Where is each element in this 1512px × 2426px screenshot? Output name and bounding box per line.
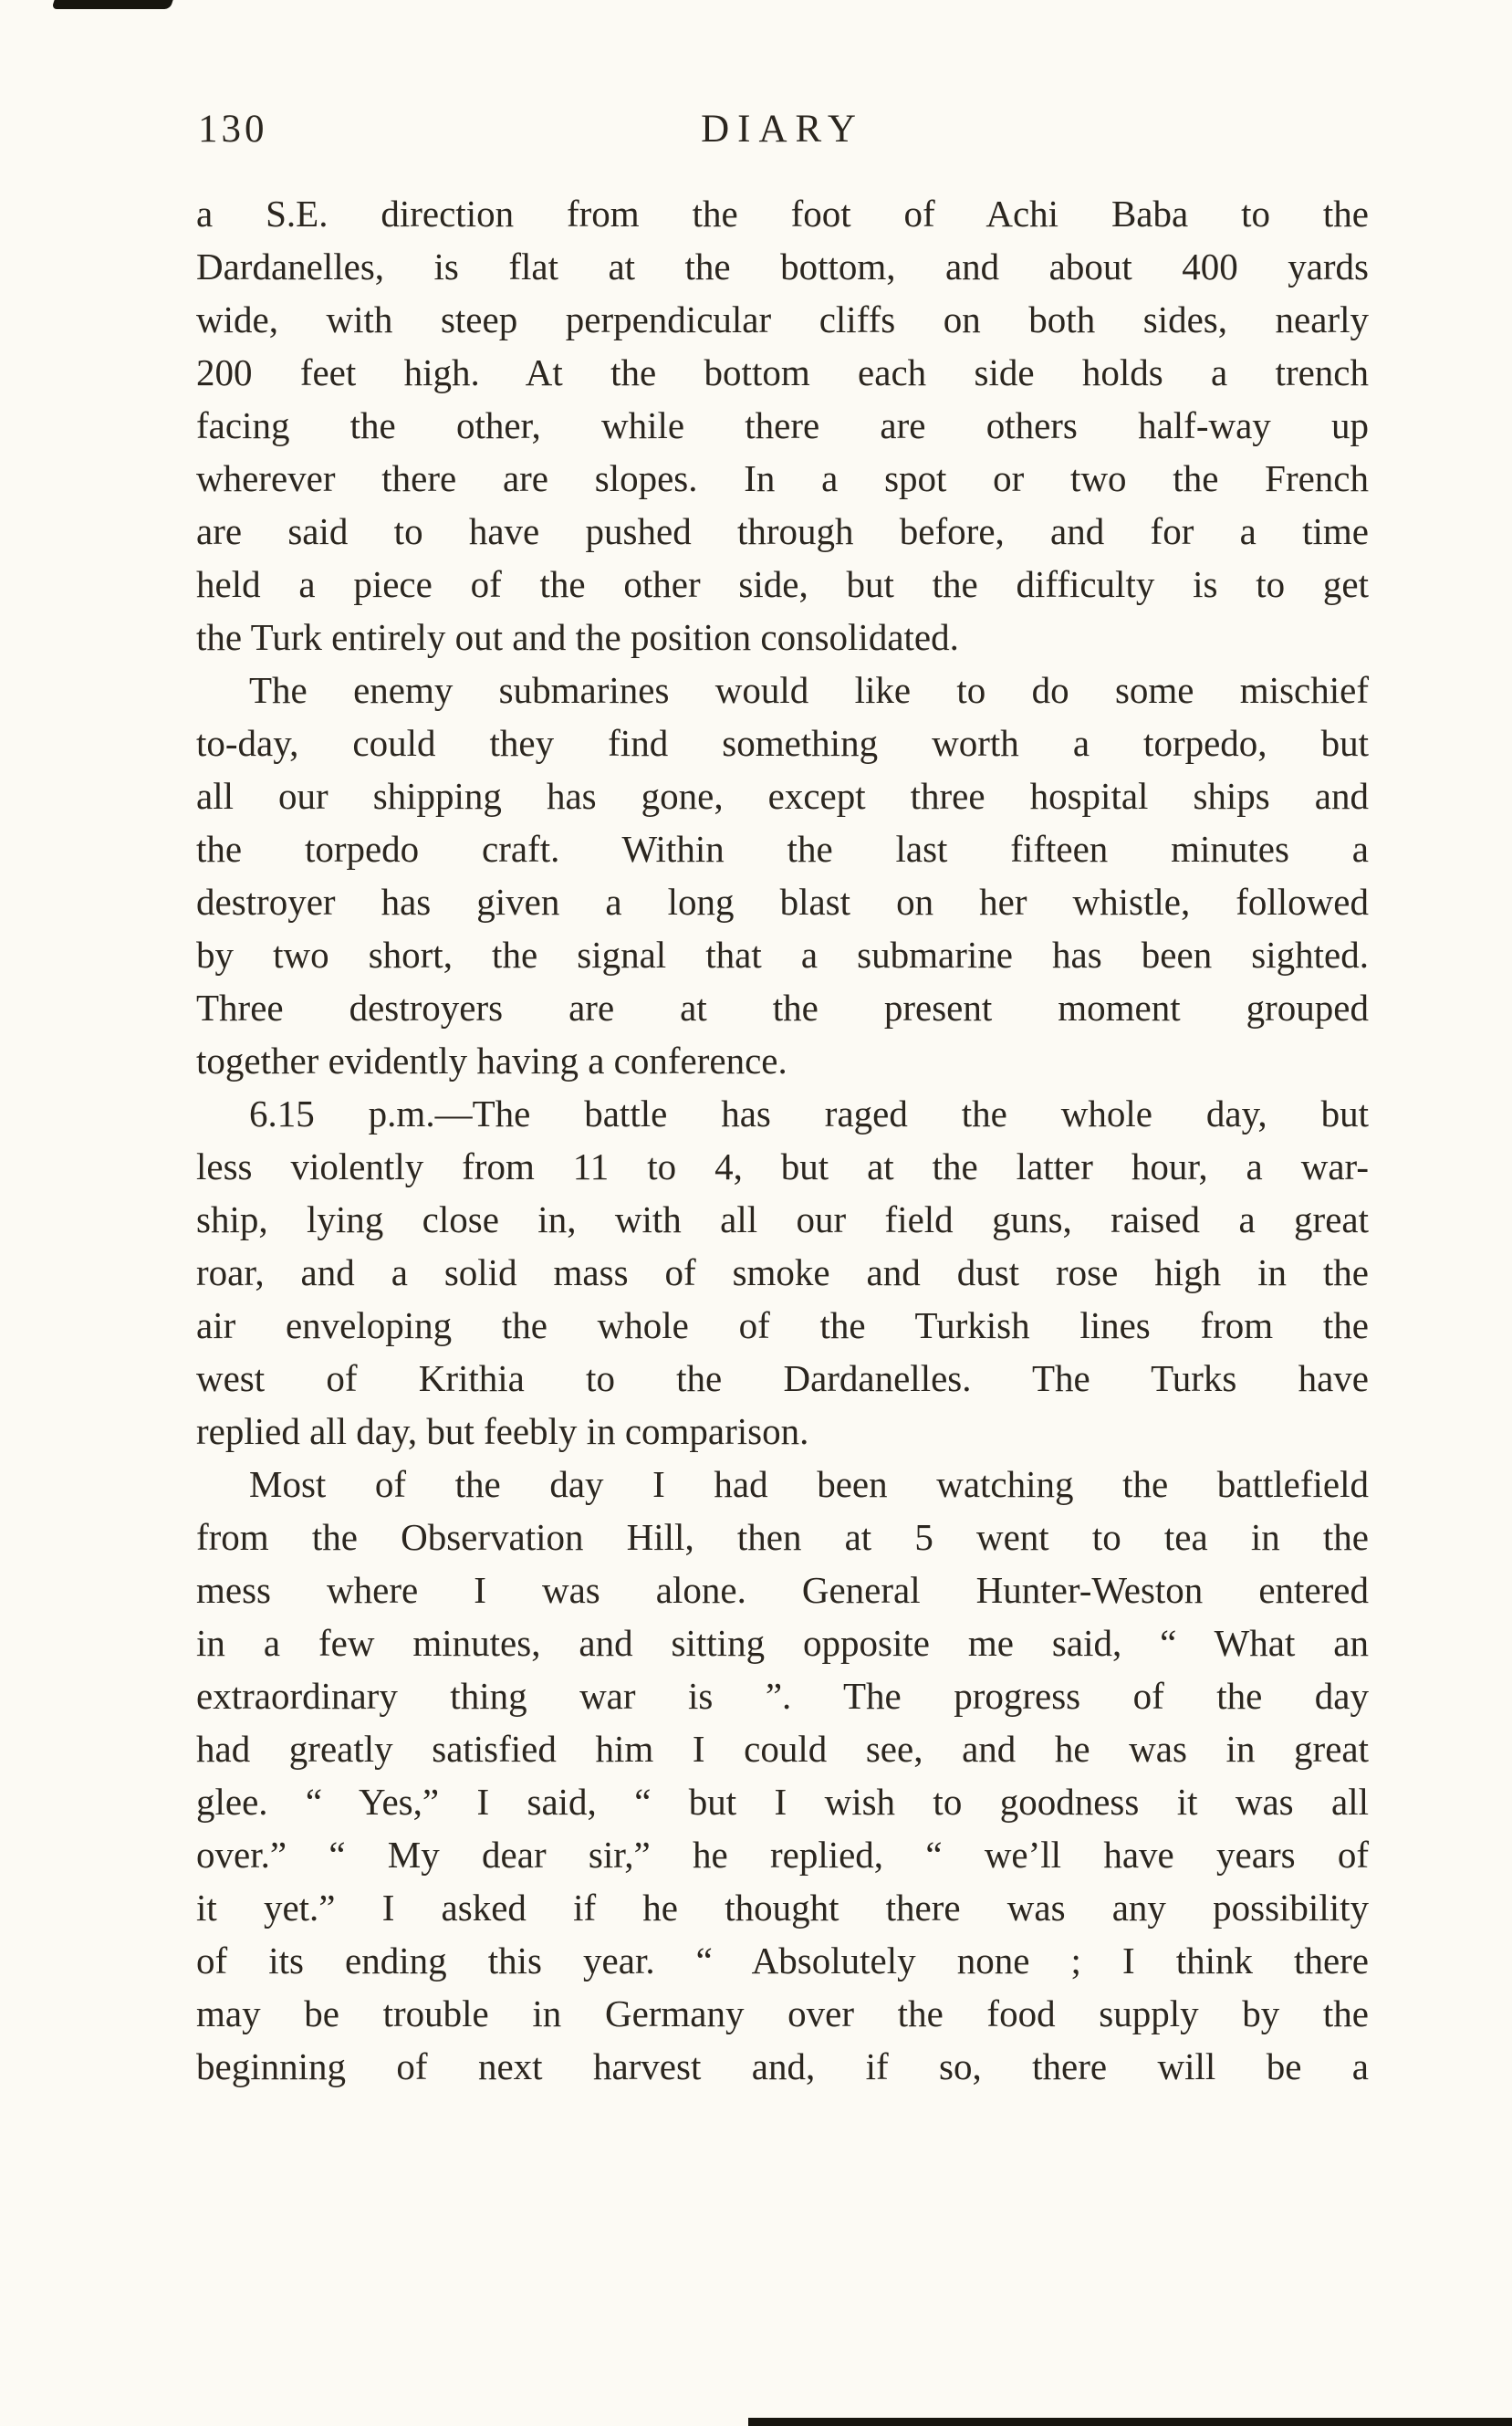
running-title: DIARY — [701, 108, 864, 151]
text-line: had greatly satisfied him I could see, and he was in great — [196, 1728, 1369, 1770]
text-line: less violently from 11 to 4, but at the latter hour, a war- — [196, 1145, 1369, 1187]
text-line: of its ending this year. “ Absolutely none ; I think there — [196, 1940, 1369, 1982]
text-line: west of Krithia to the Dardanelles. The Turks have — [196, 1357, 1369, 1399]
text-line: ship, lying close in, with all our field guns, raised a great — [196, 1198, 1369, 1240]
text-line: by two short, the signal that a submarine has been sighted. — [196, 934, 1369, 976]
text-line: replied all day, but feebly in comparison. — [196, 1410, 809, 1452]
page-header — [196, 107, 1369, 160]
text-line: it yet.” I asked if he thought there was any possibility — [196, 1887, 1369, 1929]
paragraph — [196, 664, 1369, 1087]
text-line: beginning of next harvest and, if so, there will be a — [196, 2045, 1369, 2087]
text-line: from the Observation Hill, then at 5 went to tea in the — [196, 1516, 1369, 1558]
page-body — [196, 187, 1369, 2093]
text-line: a S.E. direction from the foot of Achi Baba to the — [196, 193, 1369, 235]
text-line: together evidently having a conference. — [196, 1040, 787, 1082]
paragraph — [196, 1087, 1369, 1458]
text-line: the torpedo craft. Within the last fifteen minutes a — [196, 828, 1369, 870]
text-line: Dardanelles, is flat at the bottom, and about 400 yards — [196, 246, 1369, 288]
text-line: roar, and a solid mass of smoke and dust rose high in the — [196, 1251, 1369, 1293]
text-line: Most of the day I had been watching the battlefield — [249, 1463, 1369, 1505]
text-line: destroyer has given a long blast on her whistle, followed — [196, 881, 1369, 923]
text-line: extraordinary thing war is ”. The progress of the day — [196, 1675, 1369, 1717]
paragraph — [196, 187, 1369, 664]
text-line: wherever there are slopes. In a spot or two the French — [196, 457, 1369, 499]
text-line: over.” “ My dear sir,” he replied, “ we’ll have years of — [196, 1834, 1369, 1876]
text-line: to-day, could they find something worth a torpedo, but — [196, 722, 1369, 764]
text-line: 6.15 p.m.—The battle has raged the whole day, but — [249, 1093, 1369, 1135]
text-line: glee. “ Yes,” I said, “ but I wish to goodness it was all — [196, 1781, 1369, 1823]
text-line: the Turk entirely out and the position consolidated. — [196, 616, 959, 658]
page-content — [196, 107, 1369, 2093]
paragraph — [196, 1458, 1369, 2093]
text-line: 200 feet high. At the bottom each side holds a trench — [196, 351, 1369, 393]
text-line: are said to have pushed through before, and for a time — [196, 510, 1369, 552]
text-line: Three destroyers are at the present moment grouped — [196, 987, 1369, 1029]
text-line: all our shipping has gone, except three hospital ships and — [196, 775, 1369, 817]
text-line: held a piece of the other side, but the difficulty is to get — [196, 563, 1369, 605]
text-line: in a few minutes, and sitting opposite me said, “ What an — [196, 1622, 1369, 1664]
text-line: The enemy submarines would like to do some mischief — [249, 669, 1369, 711]
scan-artifact-bottom — [748, 2418, 1512, 2426]
text-line: wide, with steep perpendicular cliffs on both sides, nearly — [196, 298, 1369, 340]
text-line: may be trouble in Germany over the food supply by the — [196, 1992, 1369, 2034]
text-line: facing the other, while there are others half-way up — [196, 404, 1369, 446]
page-number: 130 — [198, 108, 268, 151]
scan-artifact-top — [51, 0, 172, 9]
text-line: mess where I was alone. General Hunter-Weston entered — [196, 1569, 1369, 1611]
text-line: air enveloping the whole of the Turkish lines from the — [196, 1304, 1369, 1346]
